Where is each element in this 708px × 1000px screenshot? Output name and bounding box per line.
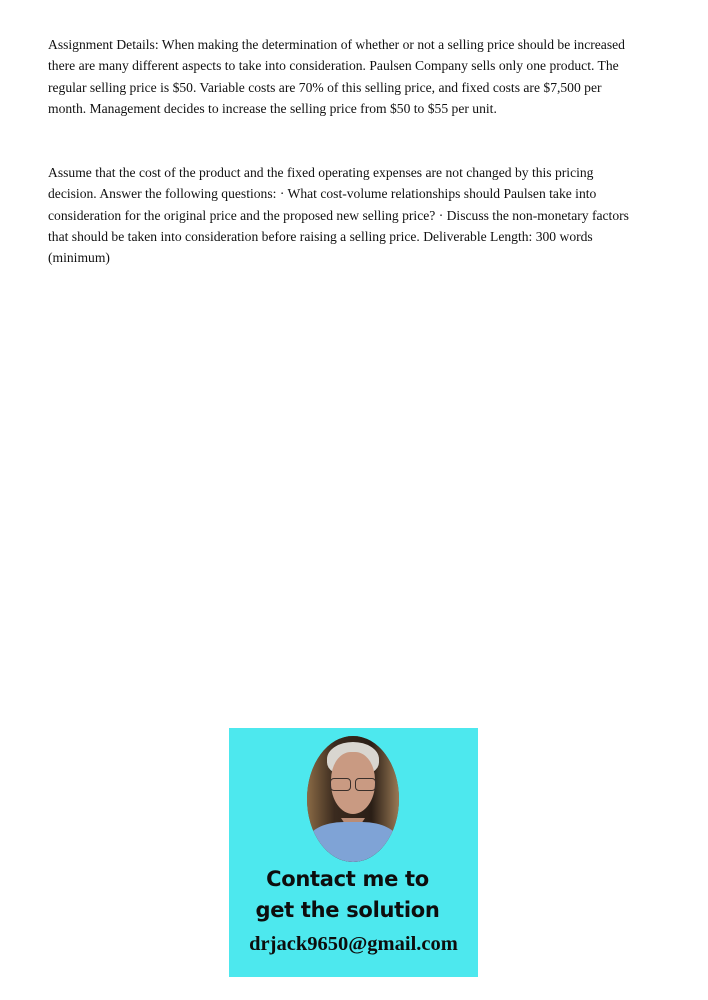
promo-email: drjack9650@gmail.com	[249, 933, 458, 955]
portrait-photo	[307, 736, 399, 862]
assignment-details-paragraph: Assignment Details: When making the determination of whether or not a selling price should be increased there are many different aspects to take into consideration. Paulsen Company sells only one product. The regular selling price is $50. Variable costs are 70% of this selling price, and fixed costs are $7,500 per month. Management decides to increase the selling price from $50 to $55 per unit.	[48, 37, 625, 116]
promo-heading-line2: get the solution	[255, 898, 440, 922]
promo-heading-line1: Contact me to	[266, 867, 429, 891]
contact-promo-banner	[229, 728, 478, 977]
assignment-questions-paragraph: Assume that the cost of the product and the fixed operating expenses are not changed by this pricing decision. Answer the following questions: · What cost-volume relationships should Paulsen take into consideration for the original price and the proposed new selling price? · Discuss the non-monetary factors that should be taken into consideration before raising a selling price. Deliverable Length: 300 words (minimum)	[48, 165, 629, 266]
